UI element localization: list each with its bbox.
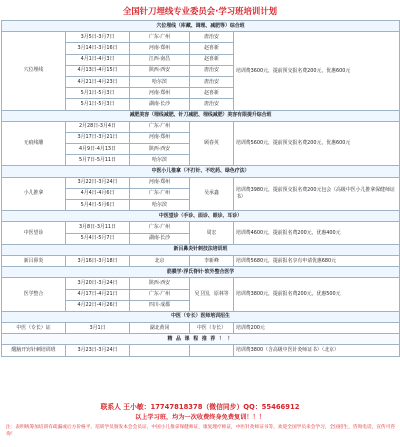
page-title: 全国针刀埋线专业委员会·学习班培训计划 bbox=[123, 6, 277, 16]
section-header-row bbox=[2, 21, 400, 32]
course-name: 小儿推拿 bbox=[2, 177, 66, 211]
course-date: 3月5日-3月7日 bbox=[66, 32, 130, 43]
course-date: 2月28日-3月4日 bbox=[66, 121, 130, 132]
course-place: 广东·广州 bbox=[130, 32, 190, 43]
course-fee: 培训费200元 bbox=[234, 323, 400, 334]
course-teacher: 周宏 bbox=[190, 222, 234, 244]
course-name: 中医（专长）证 bbox=[2, 323, 66, 334]
contact-line: 联系人 王小敏：17747818378（微信同步）QQ：55466912 bbox=[100, 403, 300, 411]
section-header-row bbox=[2, 267, 400, 278]
course-date: 4月1日-4月3日 bbox=[66, 54, 130, 65]
course-place: 广东·广州 bbox=[130, 222, 190, 233]
course-date: 3月16日-3月18日 bbox=[66, 255, 130, 266]
course-date: 4月21日-4月23日 bbox=[66, 76, 130, 87]
section-header-row bbox=[2, 211, 400, 222]
course-name: 医学整合 bbox=[2, 278, 66, 312]
course-place: 哈尔滨 bbox=[130, 76, 190, 87]
course-row bbox=[2, 121, 400, 132]
course-place: 湖南·长沙 bbox=[130, 99, 190, 110]
course-date: 5月4日-5月6日 bbox=[66, 200, 130, 211]
section-header: 减肥美容（埋线减肥、针刀减肥、埋线减肥）美容有限提升综合班 bbox=[2, 110, 400, 121]
course-teacher: 唐治安 bbox=[190, 65, 234, 76]
section-header-row bbox=[2, 110, 400, 121]
course-date: 3月1日 bbox=[66, 323, 130, 334]
course-date: 4月9日-4月13日 bbox=[66, 144, 130, 155]
course-teacher: 赵喜新 bbox=[190, 54, 234, 65]
course-row bbox=[2, 323, 400, 334]
course-place: 广东·广州 bbox=[130, 289, 190, 300]
course-place: 哈尔滨 bbox=[130, 155, 190, 166]
schedule-table bbox=[1, 20, 400, 357]
course-fee: 培训费3600元，提前预交报名费200元，优惠600元 bbox=[234, 32, 400, 110]
course-fee: 培训费4600元，提前报名费200元，优惠400元 bbox=[234, 222, 400, 244]
course-fee: 培训费3800元，提前报名费200元，优惠500元 bbox=[234, 278, 400, 312]
section-header: 中医望诊（手诊、面诊、眼诊、耳诊） bbox=[2, 211, 400, 222]
course-teacher: 李新峰 bbox=[190, 255, 234, 266]
course-place: 四川·成都 bbox=[130, 300, 190, 311]
course-place: 广东·广州 bbox=[130, 121, 190, 132]
course-fee: 培训费5680元，提前报名享有申请优惠680元 bbox=[234, 255, 400, 266]
promo-banner: 精 品 课 程 推 荐 ！ ！ bbox=[2, 334, 400, 345]
course-date: 3月23日-3月24日 bbox=[66, 345, 130, 356]
course-teacher bbox=[190, 345, 234, 356]
course-name: 新吕鼻炎 bbox=[2, 255, 66, 266]
course-teacher: 吴卫国，原林等 bbox=[190, 278, 234, 312]
course-date: 4月17日-4月21日 bbox=[66, 289, 130, 300]
course-row bbox=[2, 278, 400, 289]
course-teacher: 顾春英 bbox=[190, 121, 234, 166]
footer bbox=[0, 400, 400, 447]
course-date: 3月17日-3月21日 bbox=[66, 132, 130, 143]
course-place bbox=[130, 345, 190, 356]
course-place: 广东·广州 bbox=[130, 188, 190, 199]
course-date: 3月22日-3月24日 bbox=[66, 177, 130, 188]
course-name: 中医望诊 bbox=[2, 222, 66, 244]
section-header-row bbox=[2, 311, 400, 322]
course-name: 无痕线雕 bbox=[2, 121, 66, 166]
course-fee: 培训费3800（含高级中医针灸师证书）（北京） bbox=[234, 345, 400, 356]
course-place: 北京 bbox=[130, 255, 190, 266]
course-date: 5月1日-5月3日 bbox=[66, 88, 130, 99]
promo-row bbox=[2, 334, 400, 345]
course-date: 3月8日-3月11日 bbox=[66, 222, 130, 233]
course-place: 陕西·西安 bbox=[130, 278, 190, 289]
course-row bbox=[2, 345, 400, 356]
section-header: 中医小儿推拿（不打针、不吃药、绿色疗法） bbox=[2, 166, 400, 177]
course-date: 3月14日-3月16日 bbox=[66, 43, 130, 54]
course-date: 4月13日-4月15日 bbox=[66, 65, 130, 76]
course-name: 穴位埋线 bbox=[2, 32, 66, 110]
course-name: 醒脑开窍针刺培训班 bbox=[2, 345, 66, 356]
notice-line: 以上学习班，均为一次收费终身免费复训！！！ bbox=[135, 414, 265, 421]
course-teacher: 赵喜新 bbox=[190, 88, 234, 99]
course-place: 陕西·西安 bbox=[130, 144, 190, 155]
course-place: 河南·郑州 bbox=[130, 43, 190, 54]
section-header-row bbox=[2, 244, 400, 255]
course-row bbox=[2, 32, 400, 43]
course-date: 5月1日-5月3日 bbox=[66, 99, 130, 110]
course-row bbox=[2, 222, 400, 233]
section-header: 新吕鼻炎针刺技法培训班 bbox=[2, 244, 400, 255]
course-teacher: 中医（专长） bbox=[190, 323, 234, 334]
course-place: 河南·郑州 bbox=[130, 177, 190, 188]
course-date: 4月22日-4月26日 bbox=[66, 300, 130, 311]
course-teacher: 吴承鑫 bbox=[190, 177, 234, 211]
course-teacher: 唐治安 bbox=[190, 32, 234, 43]
course-date: 3月20日-3月24日 bbox=[66, 278, 130, 289]
course-date: 5月4日-5月7日 bbox=[66, 233, 130, 244]
course-fee: 培训费5600元，提前预交报名费200元，优惠600元 bbox=[234, 121, 400, 166]
course-place: 湖北黄冈 bbox=[130, 323, 190, 334]
course-place: 哈尔滨 bbox=[130, 200, 190, 211]
section-header-row bbox=[2, 166, 400, 177]
section-header: 筋膜学·浮氏脊针·软外整合医学 bbox=[2, 267, 400, 278]
course-row bbox=[2, 177, 400, 188]
course-fee: 培训费3980元，提前预交报名费200元包会（高级中医小儿推拿保健师证书） bbox=[234, 177, 400, 211]
course-place: 江西·南昌 bbox=[130, 54, 190, 65]
course-date: 4月4日-4月6日 bbox=[66, 188, 130, 199]
course-place: 陕西·西安 bbox=[130, 65, 190, 76]
course-date: 5月7日-5月11日 bbox=[66, 155, 130, 166]
course-row bbox=[2, 255, 400, 266]
footnote: 注：表明统筹加培训有疏漏或后方价格平，培训学员颁发本会会员证，中国小儿推拿保健师证，康复理疗师证，中医针灸师证书等，欢迎全国学员来会学习，全国招生，咨询电话，宣传可咨询！ bbox=[6, 425, 396, 437]
course-teacher: 赵喜新 bbox=[190, 43, 234, 54]
section-header: 穴位埋线（库藏、调理、减肥等）综合班 bbox=[2, 21, 400, 32]
course-place: 湖南·长沙 bbox=[130, 233, 190, 244]
section-header: 中医（专长）医师培训招生 bbox=[2, 311, 400, 322]
course-place: 河南·郑州 bbox=[130, 132, 190, 143]
course-place: 河南·郑州 bbox=[130, 88, 190, 99]
course-teacher: 唐治安 bbox=[190, 99, 234, 110]
course-teacher: 唐治安 bbox=[190, 76, 234, 87]
